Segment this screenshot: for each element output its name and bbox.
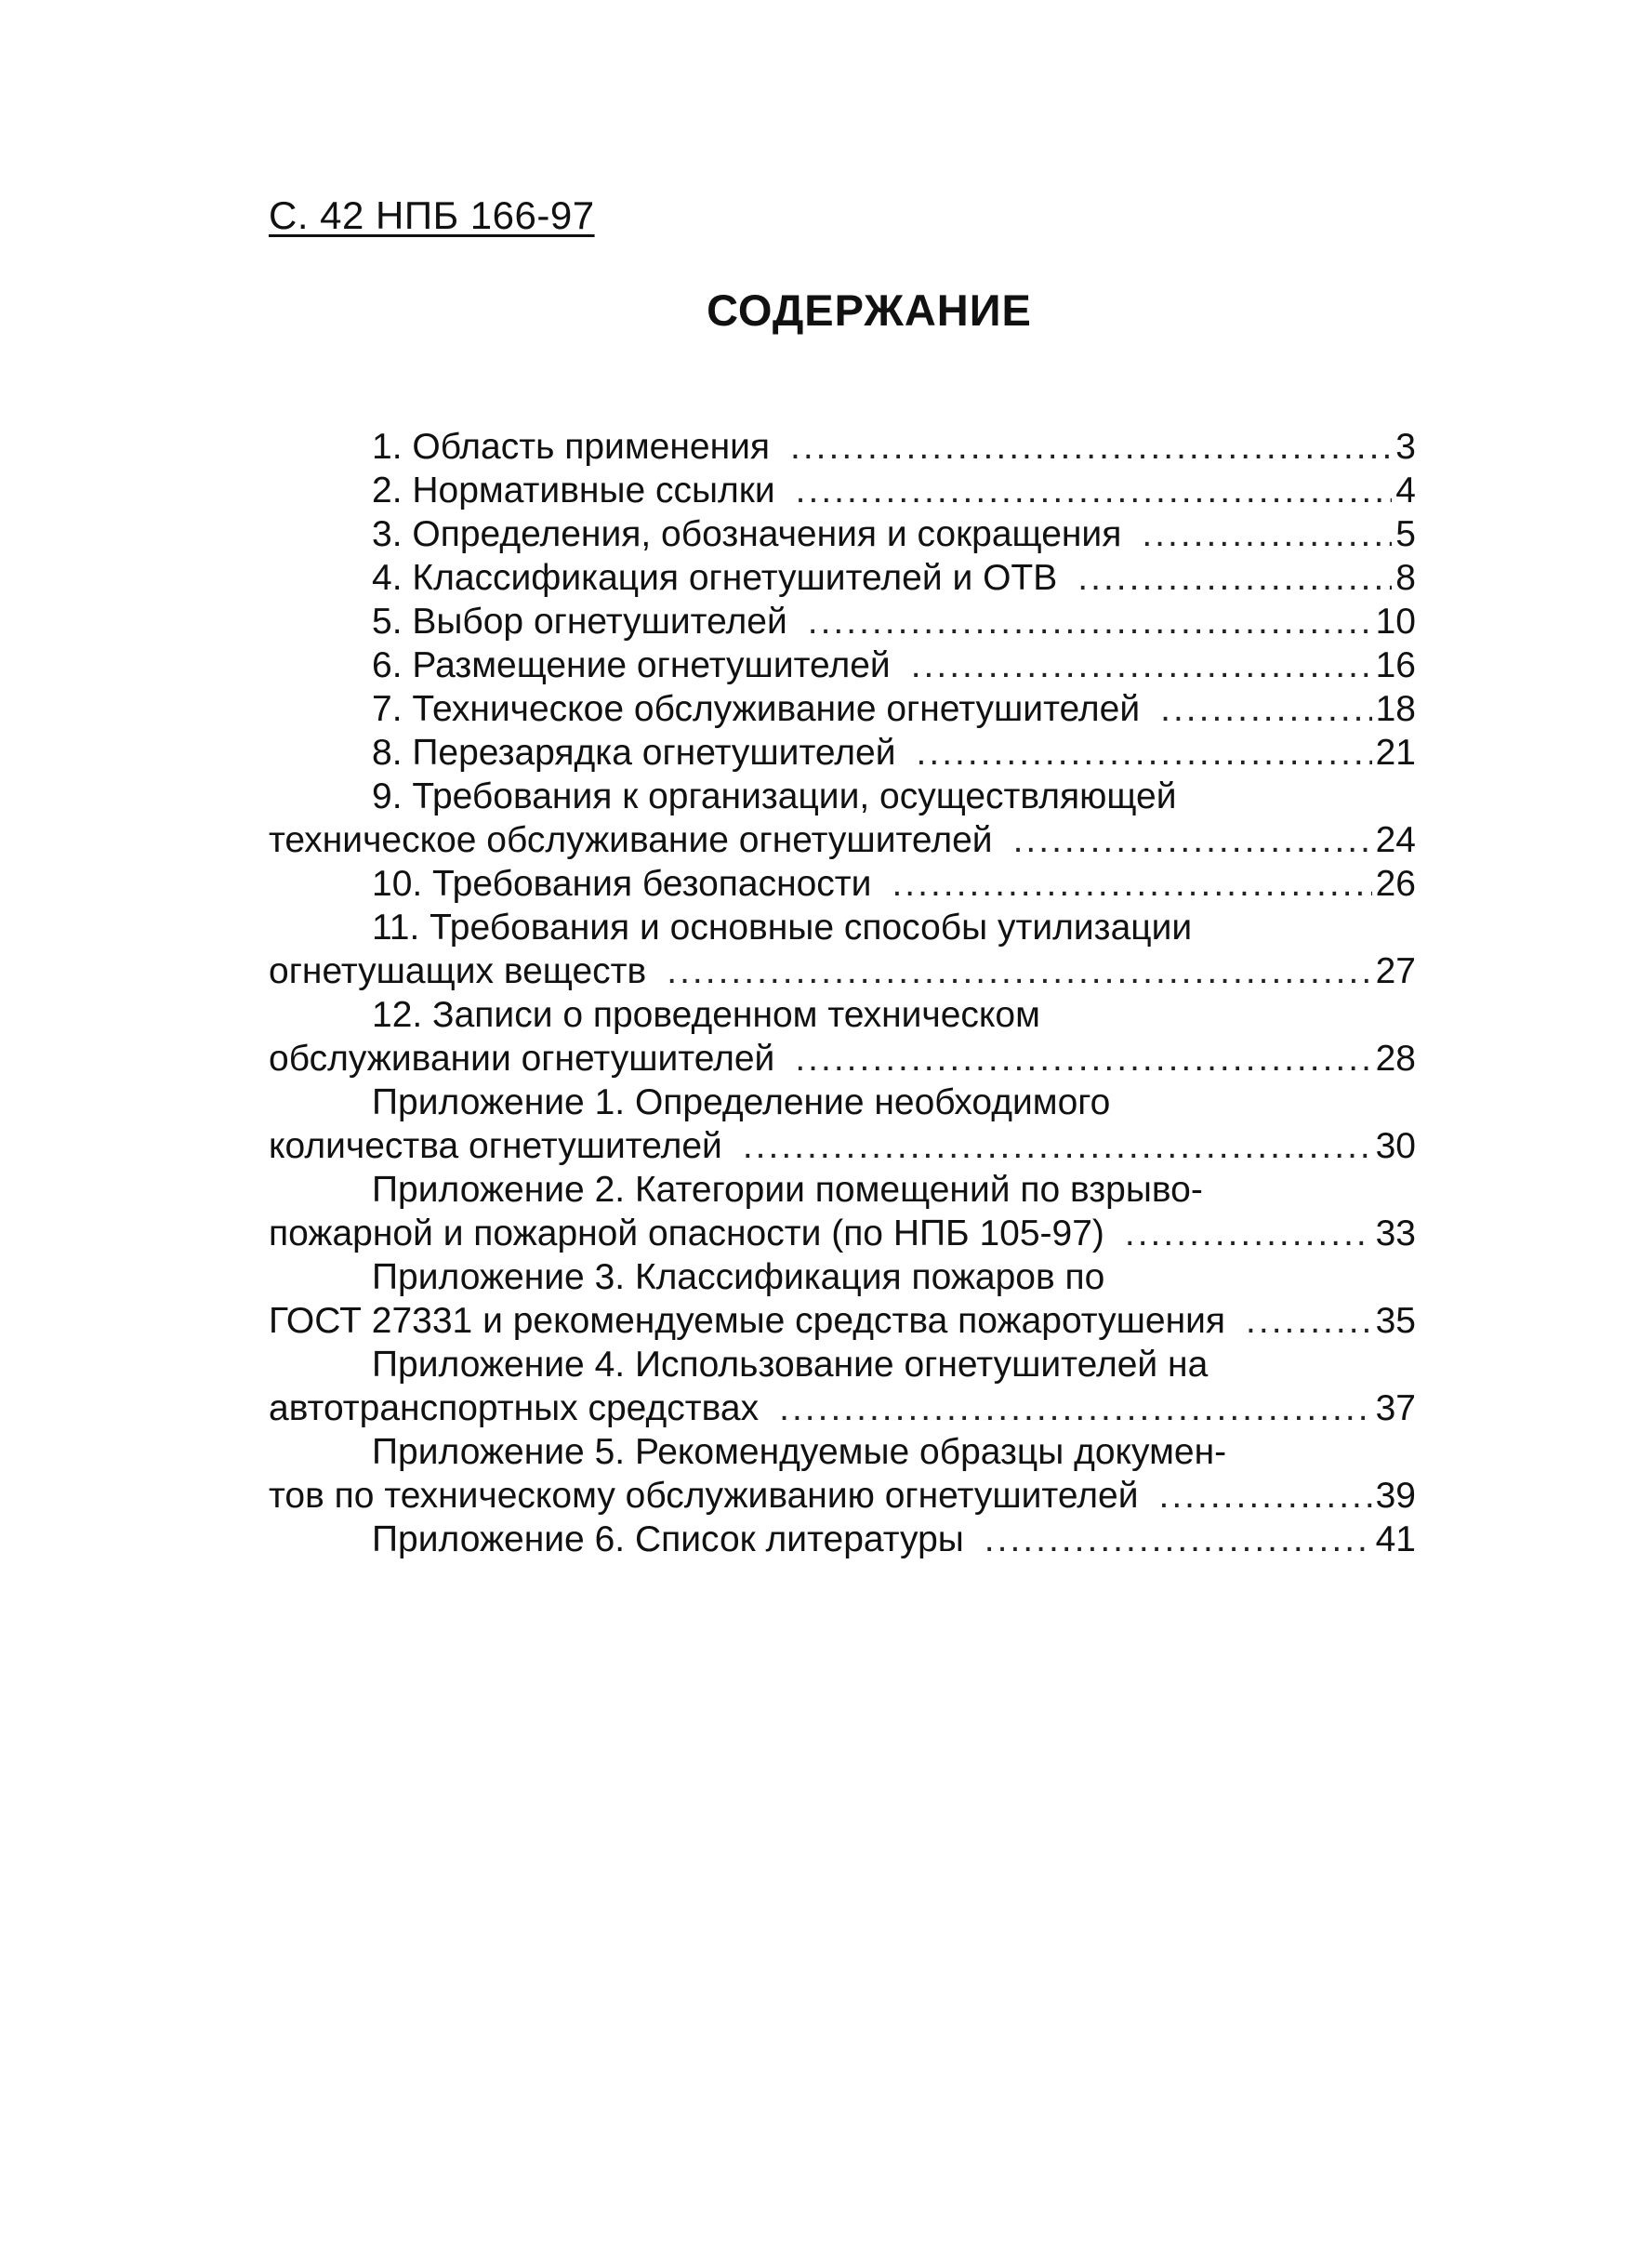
toc-entry [269, 600, 1416, 643]
toc-entry-title: 9. Требования к организации, осуществляющей [372, 776, 1177, 816]
toc-entry-title: 1. Область применения [372, 427, 771, 467]
toc-entry-title: Приложение 6. Список литературы [372, 1519, 964, 1559]
toc-leader-dots [1013, 818, 1372, 862]
toc-entry-page: 35 [1375, 1301, 1416, 1341]
toc-entry-title-cont: техническое обслуживание огнетушителей [269, 820, 993, 860]
toc-entry-page: 41 [1375, 1519, 1416, 1559]
toc-entry [269, 862, 1416, 906]
toc-leader-dots [808, 600, 1372, 643]
toc-leader-dots [1160, 687, 1371, 731]
toc-entry-page: 26 [1375, 864, 1416, 904]
toc-entry-title: 2. Нормативные ссылки [372, 471, 775, 511]
toc-leader-dots [743, 1124, 1372, 1168]
toc-leader-dots [796, 469, 1393, 512]
toc-entry-title: Приложение 4. Использование огнетушителей на [372, 1345, 1209, 1385]
toc-entry-title: 8. Перезарядка огнетушителей [372, 733, 896, 773]
toc-entry-title-cont: пожарной и пожарной опасности (по НПБ 105-97) [269, 1213, 1104, 1253]
toc-entry-page: 10 [1375, 602, 1416, 642]
toc-entry-title: Приложение 2. Категории помещений по взрыво- [372, 1170, 1203, 1210]
page-header: С. 42 НПБ 166-97 [269, 193, 595, 237]
toc-entry [269, 556, 1416, 600]
toc-entry-title-cont: тов по техническому обслуживанию огнетушителей [269, 1476, 1139, 1516]
toc-entry-page: 18 [1375, 689, 1416, 729]
toc-leader-dots [1159, 1474, 1372, 1518]
toc-entry-title: 12. Записи о проведенном техническом [372, 995, 1040, 1035]
toc-entry-title-cont: автотранспортных средствах [269, 1388, 760, 1428]
toc-leader-dots [779, 1386, 1372, 1430]
toc-entry-title: 7. Техническое обслуживание огнетушителей [372, 689, 1141, 729]
toc-leader-dots [795, 1037, 1371, 1081]
toc-entry-first-line [269, 993, 1416, 1037]
toc-entry-first-line [269, 1255, 1416, 1299]
toc-entry-page: 24 [1375, 820, 1416, 860]
toc-entry-page: 5 [1395, 514, 1416, 554]
toc-entry-page: 28 [1375, 1039, 1416, 1079]
toc-leader-dots [985, 1518, 1372, 1561]
toc-entry-page: 37 [1375, 1388, 1416, 1428]
toc-entry-continuation [269, 1386, 1416, 1430]
toc-entry-title: Приложение 1. Определение необходимого [372, 1082, 1111, 1122]
toc-entry-first-line [269, 1168, 1416, 1212]
toc-entry [269, 469, 1416, 512]
toc-leader-dots [790, 425, 1392, 469]
toc-entry-continuation [269, 818, 1416, 862]
toc-entry-continuation [269, 1299, 1416, 1343]
toc-entry-title: 5. Выбор огнетушителей [372, 602, 787, 642]
toc-entry-title-cont: обслуживании огнетушителей [269, 1039, 775, 1079]
table-of-contents [269, 425, 1416, 1561]
toc-leader-dots [892, 862, 1371, 906]
toc-entry-continuation [269, 949, 1416, 993]
toc-entry-title: 10. Требования безопасности [372, 864, 872, 904]
toc-entry-page: 3 [1395, 427, 1416, 467]
toc-entry-title: 11. Требования и основные способы утилизации [372, 908, 1193, 948]
toc-entry-title-cont: ГОСТ 27331 и рекомендуемые средства пожаротушения [269, 1301, 1226, 1341]
toc-leader-dots [1125, 1212, 1372, 1255]
toc-entry-page: 27 [1375, 951, 1416, 991]
toc-entry [269, 643, 1416, 687]
toc-entry-page: 8 [1395, 558, 1416, 598]
toc-entry-title: Приложение 5. Рекомендуемые образцы докумен- [372, 1432, 1227, 1472]
toc-entry-continuation [269, 1037, 1416, 1081]
toc-entry [269, 1518, 1416, 1561]
toc-entry-title: Приложение 3. Классификация пожаров по [372, 1257, 1105, 1297]
toc-leader-dots [1246, 1299, 1372, 1343]
toc-entry [269, 731, 1416, 775]
toc-entry-first-line [269, 1081, 1416, 1124]
toc-leader-dots [667, 949, 1371, 993]
toc-entry-title-cont: огнетушащих веществ [269, 951, 647, 991]
toc-entry-continuation [269, 1124, 1416, 1168]
toc-entry-first-line [269, 1343, 1416, 1386]
toc-entry-page: 39 [1375, 1476, 1416, 1516]
toc-entry-page: 21 [1375, 733, 1416, 773]
toc-entry [269, 425, 1416, 469]
toc-entry-title: 3. Определения, обозначения и сокращения [372, 514, 1122, 554]
toc-leader-dots [911, 643, 1372, 687]
toc-entry-page: 33 [1375, 1213, 1416, 1253]
toc-entry [269, 512, 1416, 556]
toc-entry-title-cont: количества огнетушителей [269, 1126, 722, 1166]
toc-entry-title: 6. Размещение огнетушителей [372, 645, 891, 685]
toc-entry [269, 687, 1416, 731]
toc-entry-first-line [269, 775, 1416, 818]
toc-entry-title: 4. Классификация огнетушителей и ОТВ [372, 558, 1058, 598]
toc-leader-dots [1077, 556, 1392, 600]
page-title: СОДЕРЖАНИЕ [707, 285, 1032, 335]
toc-entry-page: 16 [1375, 645, 1416, 685]
toc-entry-first-line [269, 1430, 1416, 1474]
toc-entry-continuation [269, 1474, 1416, 1518]
toc-entry-page: 30 [1375, 1126, 1416, 1166]
toc-entry-continuation [269, 1212, 1416, 1255]
toc-leader-dots [1142, 512, 1392, 556]
toc-entry-page: 4 [1395, 471, 1416, 511]
toc-leader-dots [917, 731, 1372, 775]
toc-entry-first-line [269, 906, 1416, 949]
